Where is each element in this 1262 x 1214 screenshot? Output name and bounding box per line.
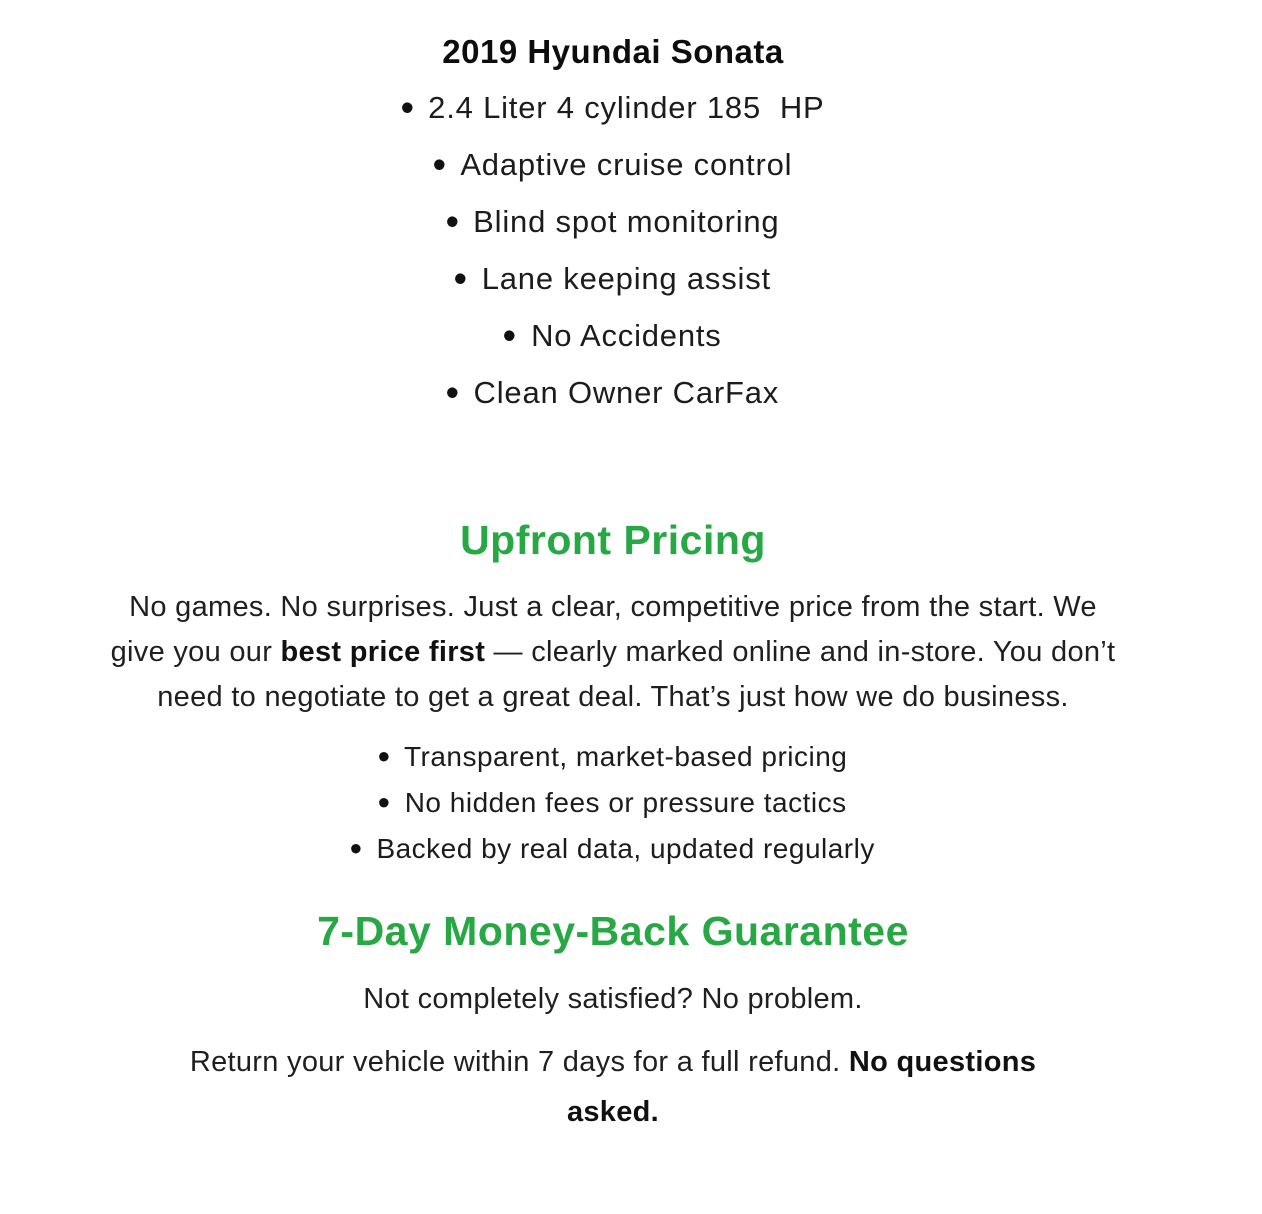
pricing-bullet-item [78,780,1148,826]
bullet-icon: • [445,370,461,415]
bullet-icon: • [445,199,460,244]
upfront-pricing-paragraph [108,585,1118,720]
guarantee-satisfaction-line: Not completely satisfied? No problem. [363,983,863,1015]
paragraph-text-after: — clearly marked online and in-store. You don’t need to negotiate to get a great deal. That’s just how we do business. [157,636,1116,713]
paragraph-text-before: No games. No surprises. Just a clear, competitive price from the start. We give you our [110,591,1097,668]
vehicle-feature-label: Blind spot monitoring [473,204,780,239]
pricing-bullet-item [78,734,1148,780]
guarantee-refund-line [143,1037,1083,1137]
upfront-pricing-heading: Upfront Pricing [460,517,766,563]
vehicle-title: 2019 Hyundai Sonata [442,33,784,70]
vehicle-feature-label: No Accidents [531,318,722,353]
pricing-bullet-label: No hidden fees or pressure tactics [404,787,847,818]
pricing-bullet-label: Backed by real data, updated regularly [376,833,875,864]
vehicle-feature-item [78,364,1148,421]
bullet-icon: • [378,783,391,822]
bullet-icon: • [400,85,415,130]
vehicle-feature-label: Lane keeping assist [481,261,771,296]
pricing-bullet-list [78,734,1148,872]
bullet-icon: • [453,256,469,301]
pricing-bullet-item [78,826,1148,872]
bullet-icon: • [432,142,447,187]
vehicle-feature-item [78,250,1148,307]
refund-text-bold: No questions asked. [566,1046,1037,1128]
vehicle-feature-list [78,79,1148,421]
pricing-bullet-label: Transparent, market-based pricing [403,741,848,772]
bullet-icon: • [502,313,518,358]
refund-text-regular: Return your vehicle within 7 days for a full refund. [189,1046,849,1078]
vehicle-feature-label: Adaptive cruise control [460,147,793,182]
bullet-icon: • [377,737,391,776]
vehicle-feature-label: Clean Owner CarFax [473,375,780,410]
vehicle-feature-item [78,307,1148,364]
vehicle-feature-item [78,193,1148,250]
vehicle-feature-item [78,136,1148,193]
vehicle-feature-label: 2.4 Liter 4 cylinder 185 HP [428,90,825,125]
vehicle-feature-item [78,79,1148,136]
money-back-guarantee-heading: 7-Day Money-Back Guarantee [317,908,909,954]
content-column [78,30,1148,1137]
paragraph-text-bold: best price first [280,636,486,668]
bullet-icon: • [349,829,363,868]
